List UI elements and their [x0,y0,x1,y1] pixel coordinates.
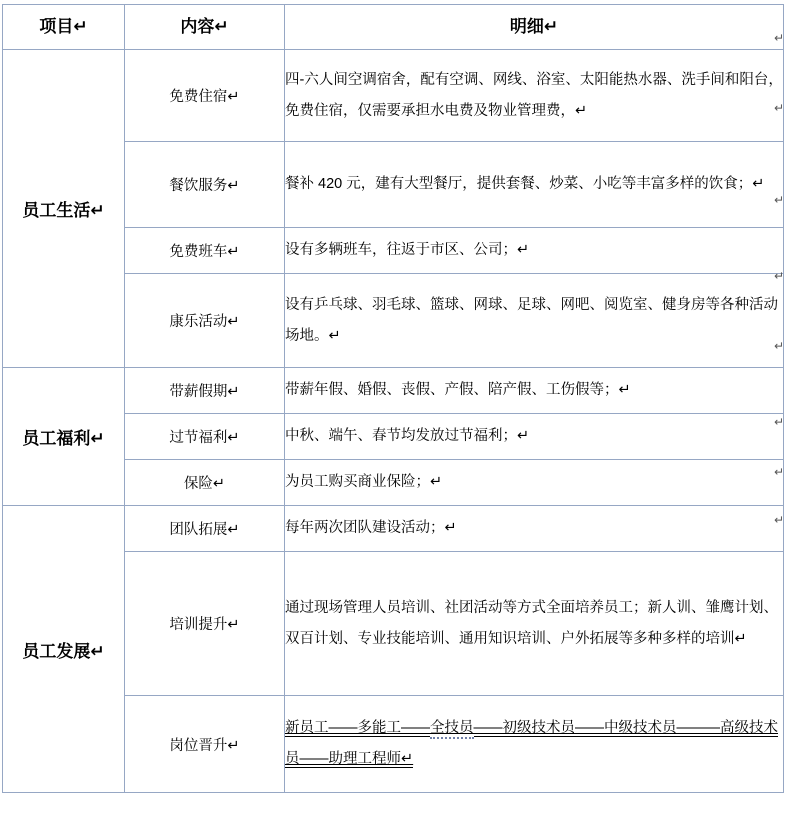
item-cell-recreation: 康乐活动↵ [125,274,285,368]
table-header-row [3,5,784,50]
detail-cell-training: 通过现场管理人员培训、社团活动等方式全面培养员工；新人训、雏鹰计划、双百计划、专业技能培训、通用知识培训、户外拓展等多种多样的培训↵ [285,552,784,696]
table-body [3,50,784,793]
header-cell-content: 内容↵ [125,5,285,50]
detail-cell-promotion [285,696,784,793]
item-cell-free-housing: 免费住宿↵ [125,50,285,142]
paragraph-mark: ↵ [773,269,784,283]
paragraph-mark: ↵ [773,193,784,207]
item-cell-training: 培训提升↵ [125,552,285,696]
promotion-path-part-d: —高级技术员——助理工程师↵ [285,720,778,767]
detail-cell-catering: 餐补 420 元，建有大型餐厅，提供套餐、炒菜、小吃等丰富多样的饮食；↵ [285,142,784,228]
category-cell-employee-development: 员工发展↵ [3,506,125,793]
item-cell-festival-benefits: 过节福利↵ [125,414,285,460]
document-page [0,4,785,838]
paragraph-mark: ↵ [773,101,784,115]
promotion-path-part-b: 全技员 [430,720,474,739]
table-row [3,368,784,414]
category-cell-employee-life: 员工生活↵ [3,50,125,368]
item-cell-team-building: 团队拓展↵ [125,506,285,552]
paragraph-mark: ↵ [773,415,784,429]
header-cell-detail: 明细↵ [285,5,784,50]
item-cell-free-shuttle: 免费班车↵ [125,228,285,274]
category-cell-employee-welfare: 员工福利↵ [3,368,125,506]
promotion-path-part-a: 新员工——多能工—— [285,720,430,736]
table-row [3,506,784,552]
item-cell-promotion: 岗位晋升↵ [125,696,285,793]
detail-cell-paid-leave: 带薪年假、婚假、丧假、产假、陪产假、工伤假等；↵ [285,368,784,414]
paragraph-mark: ↵ [773,339,784,353]
detail-cell-team-building: 每年两次团队建设活动；↵ [285,506,784,552]
paragraph-mark: ↵ [773,31,784,45]
paragraph-mark: ↵ [773,465,784,479]
item-cell-paid-leave: 带薪假期↵ [125,368,285,414]
item-cell-catering: 餐饮服务↵ [125,142,285,228]
detail-cell-festival-benefits: 中秋、端午、春节均发放过节福利；↵ [285,414,784,460]
detail-cell-insurance: 为员工购买商业保险；↵ [285,460,784,506]
detail-cell-recreation: 设有乒乓球、羽毛球、篮球、网球、足球、网吧、阅览室、健身房等各种活动场地。↵ [285,274,784,368]
detail-cell-free-shuttle: 设有多辆班车，往返于市区、公司；↵ [285,228,784,274]
header-cell-project: 项目↵ [3,5,125,50]
table-header [3,5,784,50]
paragraph-mark: ↵ [773,513,784,527]
promotion-path-part-c: ——初级技术员——中级技术员—— [473,720,706,736]
detail-cell-free-housing: 四-六人间空调宿舍，配有空调、网线、浴室、太阳能热水器、洗手间和阳台，免费住宿，仅需要承担水电费及物业管理费，↵ [285,50,784,142]
item-cell-insurance: 保险↵ [125,460,285,506]
table-row [3,50,784,142]
employee-benefits-table [2,4,784,793]
